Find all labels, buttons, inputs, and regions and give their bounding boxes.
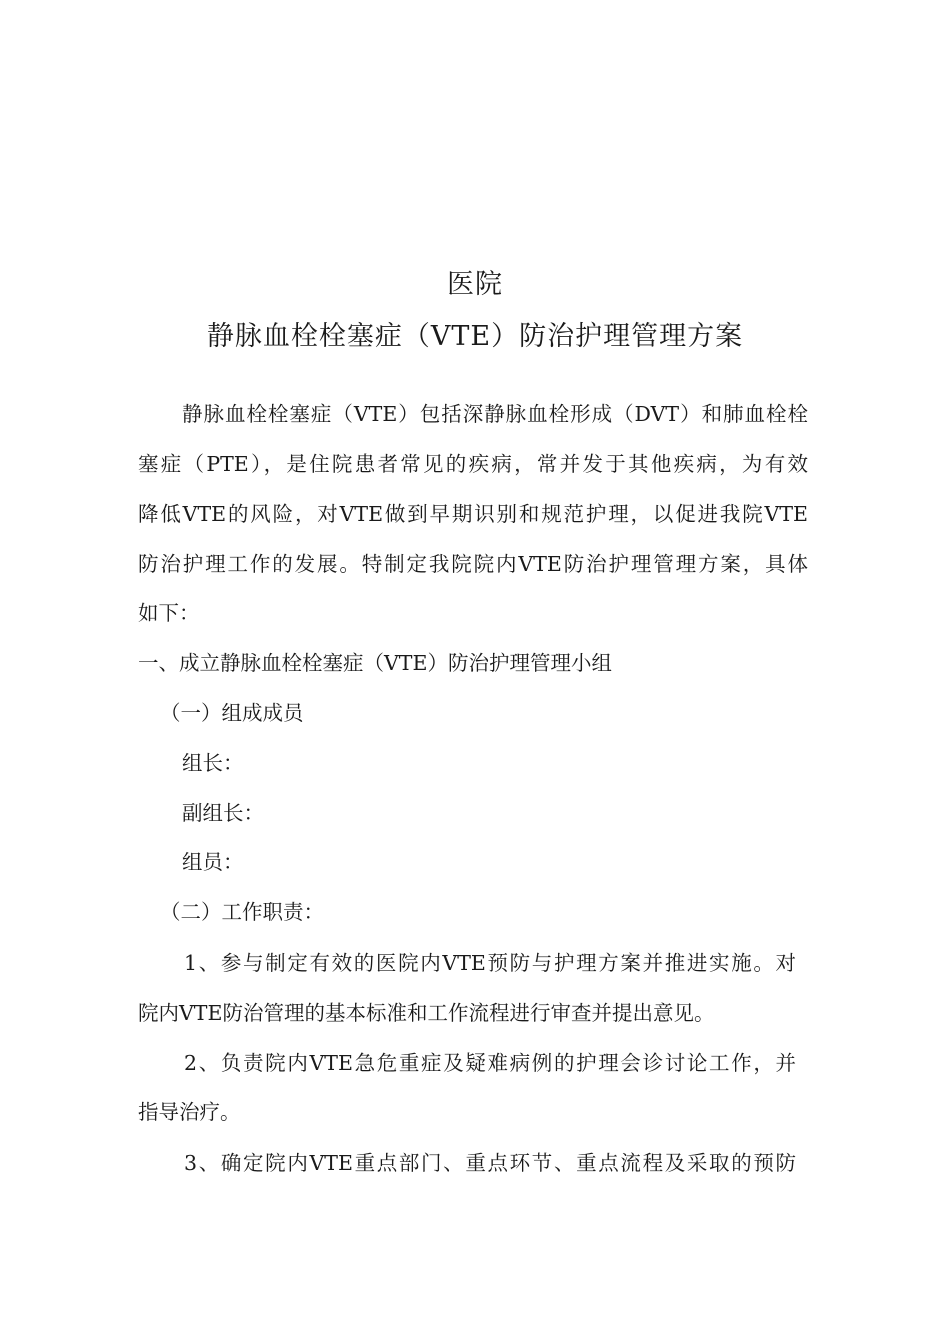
intro-line-2: 塞症（PTE），是住院患者常见的疾病，常并发于其他疾病，为有效 (138, 452, 808, 476)
team-members-label: 组员： (182, 850, 244, 874)
team-deputy-label: 副组长： (182, 801, 264, 825)
intro-line-1: 静脉血栓栓塞症（VTE）包括深静脉血栓形成（DVT）和肺血栓栓 (182, 402, 808, 426)
document-title-main: 静脉血栓栓塞症（VTE）防治护理管理方案 (206, 321, 744, 352)
subsection-1-heading: （一）组成成员 (160, 701, 304, 725)
intro-line-4: 防治护理工作的发展。特制定我院院内VTE防治护理管理方案，具体 (138, 552, 808, 576)
subsection-2-heading: （二）工作职责： (160, 900, 324, 924)
duty-2-line-2: 指导治疗。 (138, 1100, 241, 1124)
duty-1-line-2: 院内VTE防治管理的基本标准和工作流程进行审查并提出意见。 (138, 1001, 715, 1025)
intro-line-3: 降低VTE的风险，对VTE做到早期识别和规范护理，以促进我院VTE (138, 502, 808, 526)
duty-3-line-1: 3、确定院内VTE重点部门、重点环节、重点流程及采取的预防 (184, 1151, 796, 1175)
intro-line-5: 如下： (138, 601, 200, 625)
duty-1-line-1: 1、参与制定有效的医院内VTE预防与护理方案并推进实施。对 (184, 951, 796, 975)
team-leader-label: 组长： (182, 751, 244, 775)
duty-2-line-1: 2、负责院内VTE急危重症及疑难病例的护理会诊讨论工作，并 (184, 1051, 796, 1075)
section-1-heading: 一、成立静脉血栓栓塞症（VTE）防治护理管理小组 (138, 651, 612, 675)
document-title-hospital: 医院 (447, 269, 503, 300)
